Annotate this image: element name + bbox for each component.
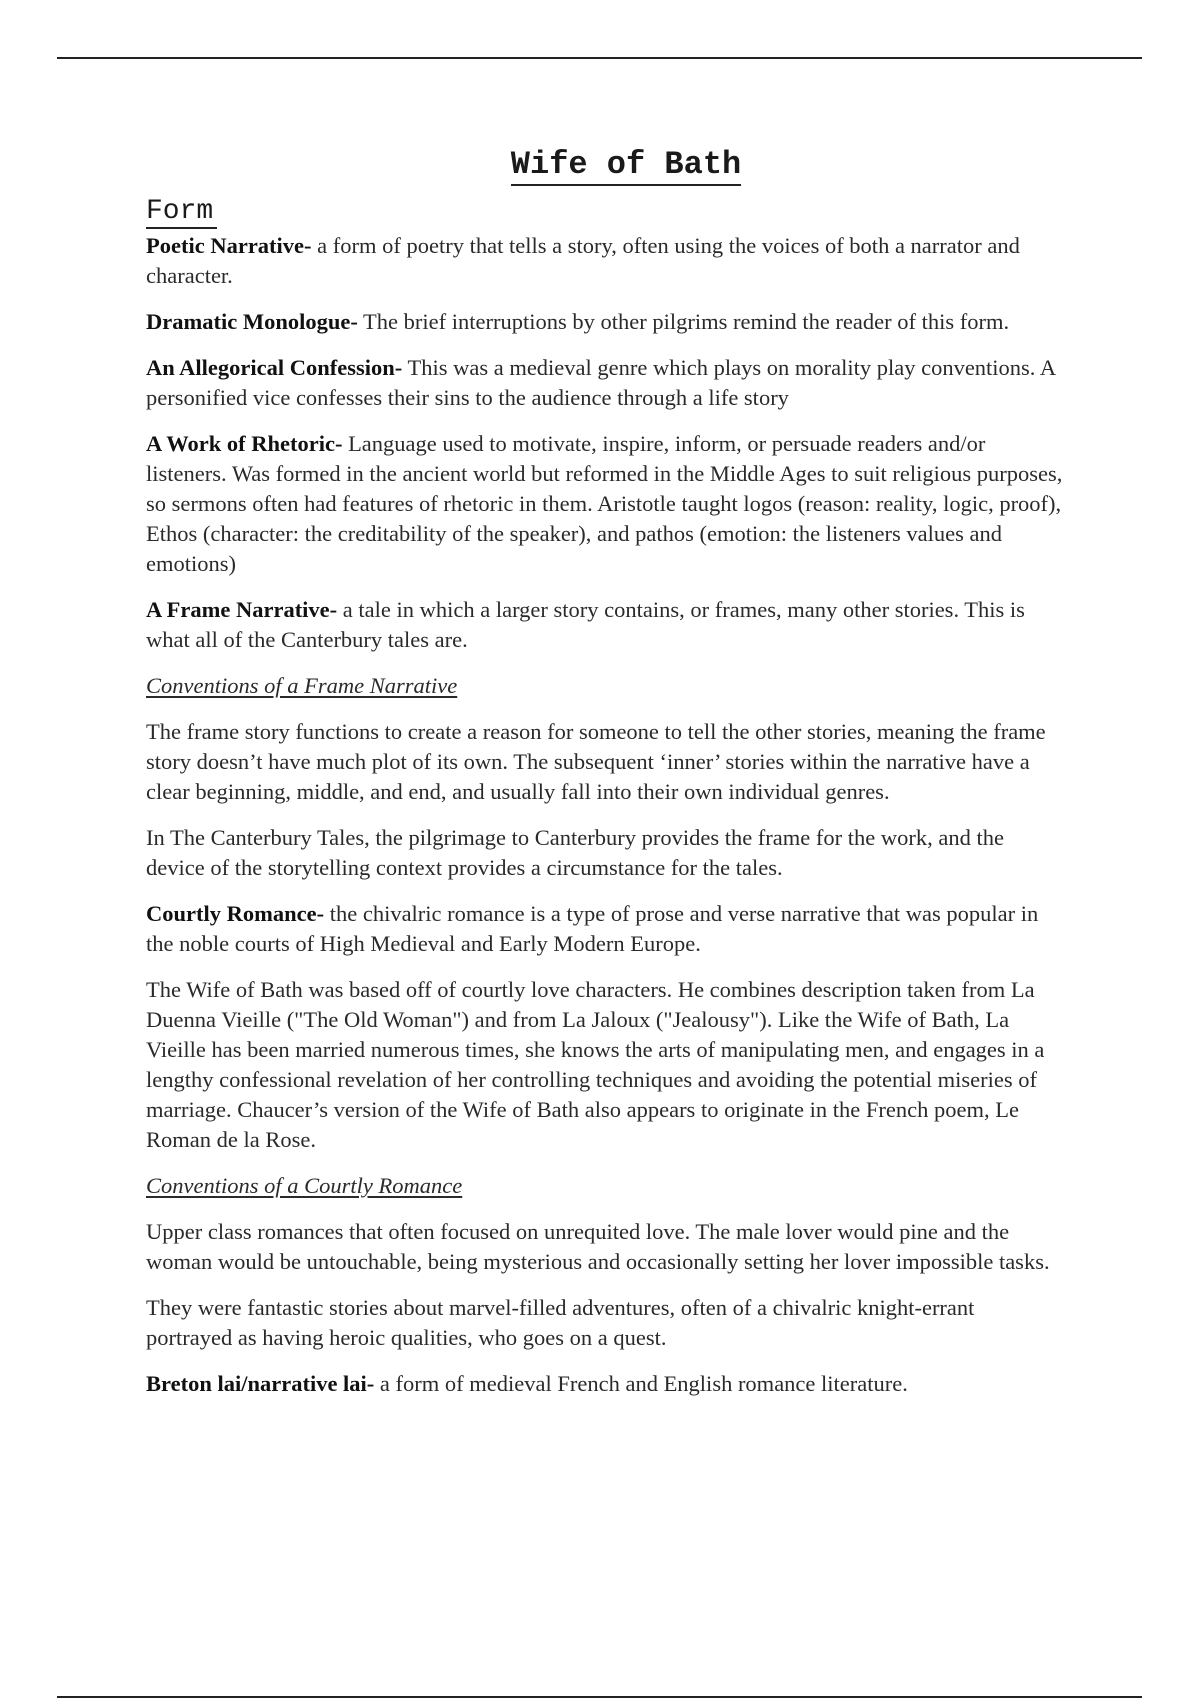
entry-term: A Frame Narrative- <box>146 597 338 622</box>
page-title-text: Wife of Bath <box>511 146 741 186</box>
top-rule <box>57 57 1142 59</box>
paragraph-frame-conventions-2: In The Canterbury Tales, the pilgrimage to Canterbury provides the frame for the work, and the device of the storytelling context provides a circumstance for the tales. <box>146 825 1004 880</box>
document-body <box>146 145 1066 1415</box>
entry-term: Poetic Narrative- <box>146 233 312 258</box>
entry-poetic-narrative <box>146 231 1066 291</box>
subheading-romance-conventions: Conventions of a Courtly Romance <box>146 1173 463 1198</box>
entry-courtly-romance <box>146 899 1066 959</box>
entry-term: Breton lai/narrative lai- <box>146 1371 375 1396</box>
entry-term: An Allegorical Confession- <box>146 355 403 380</box>
subheading-frame-conventions: Conventions of a Frame Narrative <box>146 673 458 698</box>
paragraph-romance-conventions-1: Upper class romances that often focused on unrequited love. The male lover would pine and the woman would be untouchable, being mysterious and occasionally setting her lover impossible tasks. <box>146 1219 1050 1274</box>
entry-breton-lai <box>146 1369 1066 1399</box>
entry-definition: The brief interruptions by other pilgrims remind the reader of this form. <box>357 309 1010 334</box>
entry-term: Dramatic Monologue- <box>146 309 358 334</box>
paragraph-frame-conventions-1: The frame story functions to create a reason for someone to tell the other stories, meaning the frame story doesn’t have much plot of its own. The subsequent ‘inner’ stories within the narrative have a clear beginning, middle, and end, and usually fall into their own individual genres. <box>146 719 1046 804</box>
bottom-rule <box>57 1696 1142 1698</box>
entry-definition: a form of medieval French and English romance literature. <box>374 1371 908 1396</box>
entry-definition: a form of poetry that tells a story, often using the voices of both a narrator and character. <box>146 233 1020 288</box>
section-heading-text: Form <box>146 196 217 229</box>
section-heading-form <box>146 195 1066 229</box>
entry-definition: Language used to motivate, inspire, inform, or persuade readers and/or listeners. Was formed in the ancient world but reformed in the Middle Ages to suit religious purposes, so sermons often had features of rhetoric in them. Aristotle taught logos (reason: reality, logic, proof), Ethos (character: the creditability of the speaker), and pathos (emotion: the listeners values and emotions) <box>146 431 1063 576</box>
page-title <box>146 145 1066 185</box>
entry-dramatic-monologue <box>146 307 1066 337</box>
entry-work-of-rhetoric <box>146 429 1066 579</box>
entry-definition: This was a medieval genre which plays on morality play conventions. A personified vice confesses their sins to the audience through a life story <box>146 355 1055 410</box>
paragraph-courtly-love: The Wife of Bath was based off of courtly love characters. He combines description taken from La Duenna Vieille ("The Old Woman") and from La Jaloux ("Jealousy"). Like the Wife of Bath, La Vieille has been married numerous times, she knows the arts of manipulating men, and engages in a lengthy confessional revelation of her controlling techniques and avoiding the potential miseries of marriage. Chaucer’s version of the Wife of Bath also appears to originate in the French poem, Le Roman de la Rose. <box>146 977 1045 1152</box>
entry-allegorical-confession <box>146 353 1066 413</box>
entry-definition: a tale in which a larger story contains, or frames, many other stories. This is what all of the Canterbury tales are. <box>146 597 1025 652</box>
entry-term: Courtly Romance- <box>146 901 325 926</box>
entry-definition: the chivalric romance is a type of prose and verse narrative that was popular in the noble courts of High Medieval and Early Modern Europe. <box>146 901 1039 956</box>
entry-term: A Work of Rhetoric- <box>146 431 343 456</box>
entry-frame-narrative <box>146 595 1066 655</box>
paragraph-romance-conventions-2: They were fantastic stories about marvel-filled adventures, often of a chivalric knight-errant portrayed as having heroic qualities, who goes on a quest. <box>146 1295 975 1350</box>
